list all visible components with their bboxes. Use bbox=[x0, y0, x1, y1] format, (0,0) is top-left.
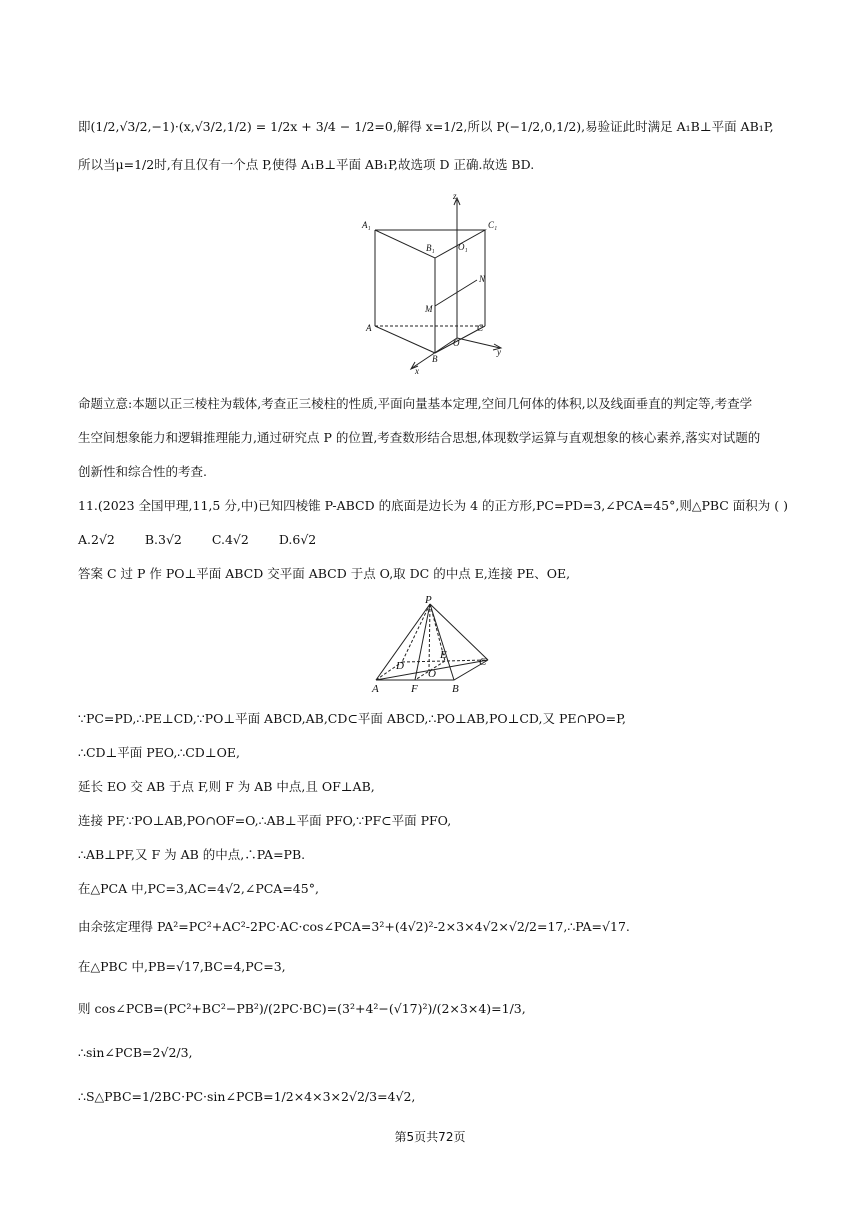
label-x: x bbox=[415, 366, 419, 376]
label-A: A bbox=[366, 323, 372, 333]
answer-choices bbox=[78, 531, 342, 549]
label-C: C bbox=[479, 656, 487, 668]
pyramid-figure bbox=[366, 592, 496, 696]
label-M: M bbox=[425, 304, 433, 314]
label-F: F bbox=[411, 683, 418, 695]
text-line-16: 则 cos∠PCB=(PC²+BC²−PB²)/(2PC·BC)=(3²+4²−(√17)²)/(2×3×4)=1/3, bbox=[78, 1001, 526, 1016]
label-C: C bbox=[477, 323, 484, 333]
label-B1: B₁ bbox=[426, 243, 435, 253]
choice-d: D.6√2 bbox=[278, 532, 317, 547]
choice-a: A.2√2 bbox=[78, 532, 115, 547]
edge-AB bbox=[375, 326, 435, 353]
text-line-13: 在△PCA 中,PC=3,AC=4√2,∠PCA=45°, bbox=[78, 881, 319, 896]
text-line-2: 所以当μ=1/2时,有且仅有一个点 P,使得 A₁B⊥平面 AB₁P,故选项 D 正确.故选 BD. bbox=[78, 157, 535, 172]
text-line-15: 在△PBC 中,PB=√17,BC=4,PC=3, bbox=[78, 959, 286, 974]
segment-MN bbox=[435, 280, 477, 306]
text-line-11: 连接 PF,∵PO⊥AB,PO∩OF=O,∴AB⊥平面 PFO,∵PF⊂平面 PFO, bbox=[78, 813, 452, 828]
text-line-8: ∵PC=PD,∴PE⊥CD,∵PO⊥平面 ABCD,AB,CD⊂平面 ABCD,∴PO⊥AB,PO⊥CD,又 PE∩PO=P, bbox=[78, 711, 626, 726]
label-O: O bbox=[453, 338, 460, 348]
segment-PO-hidden bbox=[429, 604, 430, 670]
edge-PD-hidden bbox=[402, 604, 430, 662]
choice-b: B.3√2 bbox=[144, 532, 182, 547]
label-P: P bbox=[425, 594, 432, 606]
question-11: 11.(2023 全国甲理,11,5 分,中)已知四棱锥 P-ABCD 的底面是边长为 4 的正方形,PC=PD=3,∠PCA=45°,则△PBC 面积为 ( ) bbox=[78, 498, 789, 513]
label-B: B bbox=[452, 683, 459, 695]
text-line-5: 创新性和综合性的考查. bbox=[78, 464, 207, 479]
label-C1: C₁ bbox=[488, 220, 498, 230]
text-line-12: ∴AB⊥PF,又 F 为 AB 的中点,∴PA=PB. bbox=[78, 847, 306, 862]
answer-line: 答案 C 过 P 作 PO⊥平面 ABCD 交平面 ABCD 于点 O,取 DC 的中点 E,连接 PE、OE, bbox=[78, 566, 571, 581]
text-line-4: 生空间想象能力和逻辑推理能力,通过研究点 P 的位置,考查数形结合思想,体现数学运算与直观想象的核心素养,落实对试题的 bbox=[78, 430, 761, 445]
label-A1: A₁ bbox=[362, 220, 371, 230]
text-line-14: 由余弦定理得 PA²=PC²+AC²-2PC·AC·cos∠PCA=3²+(4√2)²-2×3×4√2×√2/2=17,∴PA=√17. bbox=[78, 919, 630, 934]
text-line-18: ∴S△PBC=1/2BC·PC·sin∠PCB=1/2×4×3×2√2/3=4√2, bbox=[78, 1089, 416, 1104]
y-axis bbox=[457, 338, 500, 348]
label-y: y bbox=[497, 347, 501, 357]
choice-c: C.4√2 bbox=[211, 532, 249, 547]
prism-figure bbox=[360, 188, 510, 378]
text-line-10: 延长 EO 交 AB 于点 F,则 F 为 AB 中点,且 OF⊥AB, bbox=[78, 779, 375, 794]
label-O1: O₁ bbox=[458, 242, 468, 252]
label-E: E bbox=[440, 649, 447, 661]
page-footer: 第5页共72页 bbox=[394, 1130, 466, 1144]
label-B: B bbox=[432, 354, 438, 364]
label-A: A bbox=[372, 683, 379, 695]
label-z: z bbox=[453, 191, 457, 201]
text-line-1: 即(1/2,√3/2,−1)·(x,√3/2,1/2) = 1/2x + 3/4 − 1/2=0,解得 x=1/2,所以 P(−1/2,0,1/2),易验证此时满足 A₁B⊥平面 AB₁P, bbox=[78, 119, 774, 134]
text-line-17: ∴sin∠PCB=2√2/3, bbox=[78, 1045, 193, 1060]
label-D: D bbox=[396, 660, 404, 672]
label-O: O bbox=[428, 668, 436, 680]
text-line-3: 命题立意:本题以正三棱柱为载体,考查正三棱柱的性质,平面向量基本定理,空间几何体的体积,以及线面垂直的判定等,考查学 bbox=[78, 396, 753, 411]
label-N: N bbox=[479, 274, 486, 284]
text-line-9: ∴CD⊥平面 PEO,∴CD⊥OE, bbox=[78, 745, 240, 760]
